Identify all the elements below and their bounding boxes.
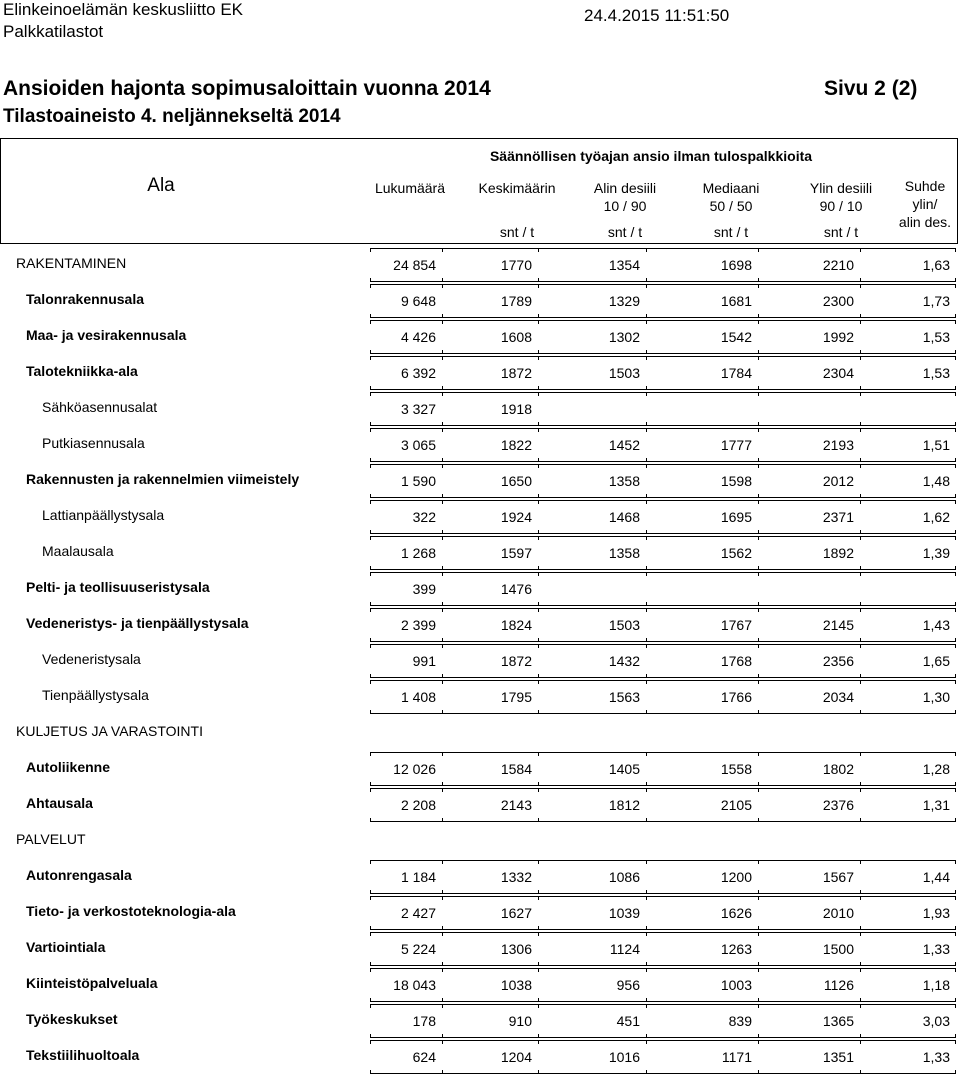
row-label: Autonrengasala xyxy=(0,860,370,890)
cell-lukumaara: 3 327 xyxy=(370,396,442,422)
cell-mediaani xyxy=(646,576,758,602)
cell-ylin-desiili: 1567 xyxy=(758,864,860,890)
cell-mediaani: 1695 xyxy=(646,504,758,530)
table-row xyxy=(0,320,960,356)
cell-suhde xyxy=(860,396,956,422)
cell-ylin-desiili: 1365 xyxy=(758,1008,860,1034)
cell-mediaani: 1003 xyxy=(646,972,758,998)
cell-alin-desiili: 1563 xyxy=(538,684,646,710)
cell-suhde: 1,63 xyxy=(860,252,956,278)
table-row xyxy=(0,1040,960,1076)
organization-name: Elinkeinoelämän keskusliitto EK xyxy=(3,0,244,19)
cell-mediaani xyxy=(646,396,758,422)
column-group-label: Säännöllisen työajan ansio ilman tulospalkkioita xyxy=(489,148,813,164)
cell-keskimaarin xyxy=(442,828,538,854)
cell-mediaani: 1200 xyxy=(646,864,758,890)
report-subtitle: Tilastoaineisto 4. neljännekseltä 2014 xyxy=(3,106,341,127)
cell-ylin-desiili xyxy=(758,720,860,746)
department-name: Palkkatilastot xyxy=(3,22,104,41)
cell-alin-desiili: 1452 xyxy=(538,432,646,458)
cell-mediaani: 1558 xyxy=(646,756,758,782)
row-label: Kiinteistöpalveluala xyxy=(0,968,370,998)
row-label: Lattianpäällystysala xyxy=(0,500,370,530)
cell-suhde: 1,43 xyxy=(860,612,956,638)
cell-lukumaara: 6 392 xyxy=(370,360,442,386)
cell-keskimaarin: 1608 xyxy=(442,324,538,350)
table-row xyxy=(0,680,960,716)
cell-ylin-desiili: 2376 xyxy=(758,792,860,818)
cell-keskimaarin: 1627 xyxy=(442,900,538,926)
row-label: Ahtausala xyxy=(0,788,370,818)
cell-lukumaara: 1 590 xyxy=(370,468,442,494)
cell-keskimaarin: 1597 xyxy=(442,540,538,566)
cell-alin-desiili: 1039 xyxy=(538,900,646,926)
cell-ylin-desiili: 1892 xyxy=(758,540,860,566)
cell-mediaani: 1598 xyxy=(646,468,758,494)
cell-lukumaara: 9 648 xyxy=(370,288,442,314)
cell-ylin-desiili: 2371 xyxy=(758,504,860,530)
cell-alin-desiili: 956 xyxy=(538,972,646,998)
cell-mediaani: 1767 xyxy=(646,612,758,638)
cell-lukumaara: 1 268 xyxy=(370,540,442,566)
column-header-keskimaarin: Keskimäärin xyxy=(478,180,556,196)
cell-lukumaara: 5 224 xyxy=(370,936,442,962)
table-row xyxy=(0,428,960,464)
cell-mediaani: 839 xyxy=(646,1008,758,1034)
row-label: PALVELUT xyxy=(0,824,370,854)
cell-suhde: 1,28 xyxy=(860,756,956,782)
table-row xyxy=(0,392,960,428)
column-header-suhde: Suhde xyxy=(904,178,946,194)
row-label: Putkiasennusala xyxy=(0,428,370,458)
cell-keskimaarin: 1584 xyxy=(442,756,538,782)
row-label: Vedeneristys- ja tienpäällystysala xyxy=(0,608,370,638)
cell-alin-desiili xyxy=(538,720,646,746)
cell-suhde: 1,65 xyxy=(860,648,956,674)
row-label: Tieto- ja verkostoteknologia-ala xyxy=(0,896,370,926)
column-header-ala: Ala xyxy=(147,175,175,196)
row-label: Talotekniikka-ala xyxy=(0,356,370,386)
cell-alin-desiili: 1354 xyxy=(538,252,646,278)
cell-suhde: 1,31 xyxy=(860,792,956,818)
cell-alin-desiili xyxy=(538,576,646,602)
row-label: RAKENTAMINEN xyxy=(0,248,370,278)
organization-block xyxy=(3,0,243,44)
row-label: Vartiointiala xyxy=(0,932,370,962)
table-row xyxy=(0,860,960,896)
cell-ylin-desiili xyxy=(758,576,860,602)
cell-lukumaara: 4 426 xyxy=(370,324,442,350)
row-label: Rakennusten ja rakennelmien viimeistely xyxy=(0,464,370,494)
column-header-ylin-desiili: Ylin desiili xyxy=(809,180,873,196)
table-row xyxy=(0,788,960,824)
cell-ylin-desiili: 2034 xyxy=(758,684,860,710)
cell-mediaani: 1766 xyxy=(646,684,758,710)
cell-alin-desiili: 1124 xyxy=(538,936,646,962)
table-row xyxy=(0,752,960,788)
cell-mediaani: 1768 xyxy=(646,648,758,674)
cell-keskimaarin: 2143 xyxy=(442,792,538,818)
report-title: Ansioiden hajonta sopimusaloittain vuonna 2014 xyxy=(3,77,491,100)
cell-keskimaarin: 1924 xyxy=(442,504,538,530)
cell-suhde: 1,53 xyxy=(860,360,956,386)
cell-keskimaarin: 1824 xyxy=(442,612,538,638)
cell-ylin-desiili: 2210 xyxy=(758,252,860,278)
page-number: Sivu 2 (2) xyxy=(824,77,918,100)
row-label: Vedeneristysala xyxy=(0,644,370,674)
cell-suhde: 1,62 xyxy=(860,504,956,530)
cell-mediaani: 1562 xyxy=(646,540,758,566)
cell-keskimaarin: 1332 xyxy=(442,864,538,890)
cell-keskimaarin: 1872 xyxy=(442,648,538,674)
cell-mediaani: 1263 xyxy=(646,936,758,962)
cell-suhde: 1,30 xyxy=(860,684,956,710)
cell-suhde: 1,33 xyxy=(860,936,956,962)
column-header-alin-desiili-sub: 10 / 90 xyxy=(603,198,647,214)
cell-keskimaarin: 1872 xyxy=(442,360,538,386)
table-row xyxy=(0,968,960,1004)
cell-lukumaara: 1 184 xyxy=(370,864,442,890)
unit-label-alin-desiili: snt / t xyxy=(607,224,643,240)
table-header xyxy=(0,138,958,244)
data-table-body xyxy=(0,248,960,1076)
cell-suhde: 1,73 xyxy=(860,288,956,314)
row-label: Maa- ja vesirakennusala xyxy=(0,320,370,350)
column-header-lukumaara: Lukumäärä xyxy=(374,180,446,196)
cell-lukumaara: 24 854 xyxy=(370,252,442,278)
cell-ylin-desiili xyxy=(758,396,860,422)
cell-alin-desiili: 1086 xyxy=(538,864,646,890)
table-row xyxy=(0,500,960,536)
cell-mediaani xyxy=(646,720,758,746)
cell-keskimaarin: 1918 xyxy=(442,396,538,422)
cell-keskimaarin: 1038 xyxy=(442,972,538,998)
table-row xyxy=(0,644,960,680)
table-row xyxy=(0,608,960,644)
row-label: Sähköasennusalat xyxy=(0,392,370,422)
unit-label-keskimaarin: snt / t xyxy=(499,224,535,240)
cell-suhde: 1,39 xyxy=(860,540,956,566)
cell-keskimaarin xyxy=(442,720,538,746)
cell-keskimaarin: 1795 xyxy=(442,684,538,710)
cell-alin-desiili: 1468 xyxy=(538,504,646,530)
cell-mediaani: 2105 xyxy=(646,792,758,818)
cell-lukumaara: 624 xyxy=(370,1044,442,1070)
cell-lukumaara: 18 043 xyxy=(370,972,442,998)
cell-keskimaarin: 1650 xyxy=(442,468,538,494)
cell-alin-desiili: 1358 xyxy=(538,540,646,566)
table-row xyxy=(0,536,960,572)
column-header-mediaani-sub: 50 / 50 xyxy=(709,198,753,214)
cell-ylin-desiili: 1992 xyxy=(758,324,860,350)
row-label: Pelti- ja teollisuuseristysala xyxy=(0,572,370,602)
column-header-suhde-line3: alin des. xyxy=(898,214,952,230)
table-row xyxy=(0,932,960,968)
cell-mediaani: 1777 xyxy=(646,432,758,458)
cell-ylin-desiili: 2145 xyxy=(758,612,860,638)
cell-keskimaarin: 1204 xyxy=(442,1044,538,1070)
cell-ylin-desiili: 2300 xyxy=(758,288,860,314)
cell-lukumaara: 178 xyxy=(370,1008,442,1034)
cell-alin-desiili: 451 xyxy=(538,1008,646,1034)
cell-alin-desiili: 1812 xyxy=(538,792,646,818)
cell-mediaani: 1681 xyxy=(646,288,758,314)
table-row xyxy=(0,284,960,320)
cell-suhde: 1,51 xyxy=(860,432,956,458)
cell-keskimaarin: 1789 xyxy=(442,288,538,314)
cell-keskimaarin: 1476 xyxy=(442,576,538,602)
cell-mediaani xyxy=(646,828,758,854)
cell-mediaani: 1784 xyxy=(646,360,758,386)
row-label: KULJETUS JA VARASTOINTI xyxy=(0,716,370,746)
cell-lukumaara: 2 208 xyxy=(370,792,442,818)
cell-ylin-desiili: 2193 xyxy=(758,432,860,458)
cell-lukumaara: 2 427 xyxy=(370,900,442,926)
cell-lukumaara: 1 408 xyxy=(370,684,442,710)
cell-ylin-desiili: 1802 xyxy=(758,756,860,782)
cell-lukumaara: 991 xyxy=(370,648,442,674)
table-row xyxy=(0,896,960,932)
cell-alin-desiili: 1016 xyxy=(538,1044,646,1070)
cell-suhde xyxy=(860,720,956,746)
table-row xyxy=(0,356,960,392)
unit-label-mediaani: snt / t xyxy=(713,224,749,240)
cell-alin-desiili: 1503 xyxy=(538,360,646,386)
unit-label-ylin-desiili: snt / t xyxy=(823,224,859,240)
cell-ylin-desiili: 1351 xyxy=(758,1044,860,1070)
cell-ylin-desiili: 2304 xyxy=(758,360,860,386)
cell-lukumaara xyxy=(370,828,442,854)
cell-lukumaara: 2 399 xyxy=(370,612,442,638)
cell-mediaani: 1698 xyxy=(646,252,758,278)
cell-mediaani: 1171 xyxy=(646,1044,758,1070)
column-header-suhde-line2: ylin/ xyxy=(912,196,938,212)
cell-suhde: 1,48 xyxy=(860,468,956,494)
cell-keskimaarin: 1770 xyxy=(442,252,538,278)
column-header-alin-desiili: Alin desiili xyxy=(593,180,657,196)
cell-alin-desiili: 1329 xyxy=(538,288,646,314)
cell-suhde: 3,03 xyxy=(860,1008,956,1034)
cell-alin-desiili: 1405 xyxy=(538,756,646,782)
cell-ylin-desiili: 2356 xyxy=(758,648,860,674)
row-label: Tienpäällystysala xyxy=(0,680,370,710)
row-label: Työkeskukset xyxy=(0,1004,370,1034)
row-label: Tekstiilihuoltoala xyxy=(0,1040,370,1070)
cell-lukumaara: 12 026 xyxy=(370,756,442,782)
cell-ylin-desiili: 1126 xyxy=(758,972,860,998)
cell-suhde: 1,93 xyxy=(860,900,956,926)
table-row xyxy=(0,464,960,500)
row-label: Maalausala xyxy=(0,536,370,566)
column-header-ylin-desiili-sub: 90 / 10 xyxy=(819,198,863,214)
cell-lukumaara: 399 xyxy=(370,576,442,602)
cell-lukumaara: 3 065 xyxy=(370,432,442,458)
cell-ylin-desiili xyxy=(758,828,860,854)
cell-ylin-desiili: 1500 xyxy=(758,936,860,962)
cell-lukumaara xyxy=(370,720,442,746)
cell-alin-desiili: 1358 xyxy=(538,468,646,494)
cell-ylin-desiili: 2010 xyxy=(758,900,860,926)
cell-alin-desiili xyxy=(538,828,646,854)
cell-alin-desiili: 1432 xyxy=(538,648,646,674)
cell-lukumaara: 322 xyxy=(370,504,442,530)
cell-suhde xyxy=(860,576,956,602)
cell-suhde: 1,18 xyxy=(860,972,956,998)
table-row xyxy=(0,716,960,752)
print-timestamp: 24.4.2015 11:51:50 xyxy=(584,6,730,25)
table-row xyxy=(0,248,960,284)
row-label: Talonrakennusala xyxy=(0,284,370,314)
cell-keskimaarin: 1306 xyxy=(442,936,538,962)
table-row xyxy=(0,824,960,860)
cell-suhde: 1,53 xyxy=(860,324,956,350)
table-row xyxy=(0,1004,960,1040)
cell-keskimaarin: 910 xyxy=(442,1008,538,1034)
table-row xyxy=(0,572,960,608)
row-label: Autoliikenne xyxy=(0,752,370,782)
cell-ylin-desiili: 2012 xyxy=(758,468,860,494)
cell-alin-desiili xyxy=(538,396,646,422)
cell-alin-desiili: 1302 xyxy=(538,324,646,350)
cell-keskimaarin: 1822 xyxy=(442,432,538,458)
cell-suhde: 1,44 xyxy=(860,864,956,890)
cell-suhde: 1,33 xyxy=(860,1044,956,1070)
cell-mediaani: 1542 xyxy=(646,324,758,350)
cell-alin-desiili: 1503 xyxy=(538,612,646,638)
cell-mediaani: 1626 xyxy=(646,900,758,926)
cell-suhde xyxy=(860,828,956,854)
column-header-mediaani: Mediaani xyxy=(702,180,760,196)
